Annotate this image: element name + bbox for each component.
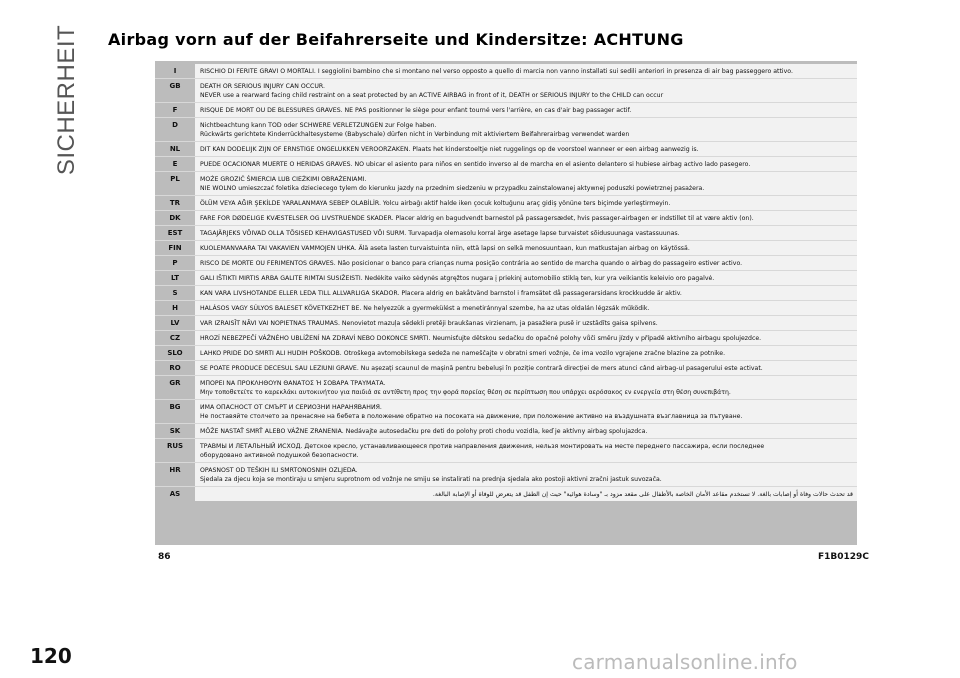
warning-text: [195, 256, 857, 270]
warning-text: [195, 241, 857, 255]
warning-text-line: MOŻE GROZIĆ ŚMIERCIA LUB CIEŻKIMI OBRAŻENIAMI.: [200, 176, 367, 183]
warning-row: [155, 376, 857, 400]
warning-row: [155, 286, 857, 301]
language-code: SLO: [167, 349, 183, 357]
warning-text-line: TAGAJÄRJEKS VÕIVAD OLLA TÕSISED KEHAVIGASTUSED VÕI SURM. Turvapadja olemasolu korral ärge asetage lapse turvaistet sõidusuunaga vastassuunas.: [200, 230, 680, 237]
language-code: BG: [169, 403, 181, 411]
warning-text-line: MÔŽE NASTAŤ SMRŤ ALEBO VÁŽNE ZRANENIA. Nedávajte autosedačku pre deti do polohy proti chodu vozidla, keď je aktívny airbag spolujazdca.: [200, 428, 648, 435]
warning-row: [155, 301, 857, 316]
section-label-text: SICHERHEIT: [53, 24, 80, 175]
language-code: P: [172, 259, 178, 267]
warning-row: [155, 271, 857, 286]
warning-row: [155, 79, 857, 103]
warning-rows: [155, 64, 857, 501]
warning-row: [155, 487, 857, 501]
figure-number: 86: [158, 552, 171, 562]
warning-text: [195, 400, 857, 423]
warning-row: [155, 103, 857, 118]
warning-text: [195, 316, 857, 330]
warning-row: [155, 196, 857, 211]
warning-text: [195, 226, 857, 240]
warning-row: [155, 142, 857, 157]
warning-row: [155, 439, 857, 463]
warning-row: [155, 64, 857, 79]
language-code: RUS: [166, 442, 184, 450]
warning-text-line: LAHKO PRIDE DO SMRTI ALI HUDIH POŠKODB. Otroškega avtomobilskega sedeža ne nameščajte v obratni smeri vožnje, če ima vozilo vgrajene zračne blazine za potnike.: [200, 350, 726, 357]
warning-row: [155, 172, 857, 196]
warning-row: [155, 361, 857, 376]
warning-text: [195, 64, 857, 78]
warning-row: [155, 400, 857, 424]
warning-text-line: ТРАВМЫ И ЛЕТАЛЬНЫЙ ИСХОД. Детское кресло, устанавливающееся против направления движения, нельзя монтировать на месте переднего пассажира, если последнее: [200, 443, 765, 450]
warning-text: [195, 361, 857, 375]
warning-text: [195, 79, 857, 102]
warning-text-line: ИМА ОПАСНОСТ ОТ СМЪРТ И СЕРИОЗНИ НАРАНЯВАНИЯ.: [200, 404, 382, 411]
language-code: EST: [167, 229, 183, 237]
warning-text-line: PUEDE OCACIONAR MUERTE O HERIDAS GRAVES. NO ubicar el asiento para niños en sentido inverso al de marcha en el asiento delantero si hubiese airbag activo lado pasegero.: [200, 161, 751, 168]
language-code: I: [173, 67, 177, 75]
warning-text-line: ΜΠΟΡΕΙ ΝΑ ΠΡΟΚΛΗΘΟΥΝ ΘΑΝΑΤΟΣ Ή ΣΟΒΑΡΑ ΤΡΑΥΜΑΤΑ.: [200, 380, 386, 387]
warning-row: [155, 256, 857, 271]
warning-text: [195, 271, 857, 285]
language-code: AS: [169, 490, 181, 498]
warning-text: [195, 103, 857, 117]
language-code: PL: [170, 175, 180, 183]
warning-row: [155, 316, 857, 331]
warning-text: [195, 301, 857, 315]
warning-text-line: Sjedala za djecu koja se montiraju u smjeru suprotnom od vožnje ne smiju se instalirati na prednja sjedala ako postoji aktivni zračni jastuk suvozača.: [200, 476, 662, 483]
warning-text-line: KAN VARA LIVSHOTANDE ELLER LEDA TILL ALLVARLIGA SKADOR. Placera aldrig en bakåtvänd barnstol i framsätet då passagerarsidans krockkudde är aktiv.: [200, 290, 682, 297]
warning-text-line: Rückwärts gerichtete Kinderrückhaltesysteme (Babyschale) dürfen nicht in Verbindung mit aktiviertem Beifahrerairbag verwendet warden: [200, 131, 630, 138]
warning-row: [155, 226, 857, 241]
page-number: 120: [30, 644, 72, 668]
figure-code: F1B0129C: [818, 552, 869, 562]
language-code: E: [172, 160, 178, 168]
warning-text-line: оборудовано активной подушкой безопасности.: [200, 452, 359, 459]
warning-text: [195, 118, 857, 141]
warning-text-line: GALI IŠTIKTI MIRTIS ARBA GALITE RIMTAI SUSIŽEISTI. Nedėkite vaiko sėdynės atgręžtos nugara į priekinį automobilio stiklą ten, kur yra veikiantis keleivio oro pagalvė.: [200, 275, 715, 282]
warning-text-line: OPASNOST OD TEŠKIH ILI SMRTONOSNIH OZLJEDA.: [200, 467, 358, 474]
language-code: LT: [170, 274, 180, 282]
warning-text-line: ÖLÜM VEYA AĞIR ŞEKİLDE YARALANMAYA SEBEP OLABİLİR. Yolcu airbağı aktif halde iken çocuk koltuğunu araç gidiş yönüne ters biçimde yerleştirmeyin.: [200, 200, 671, 207]
language-code: F: [172, 106, 178, 114]
warning-row: [155, 346, 857, 361]
warning-row: [155, 157, 857, 172]
warning-row: [155, 211, 857, 226]
warning-text-line: VAR IZRAISĪT NĀVI VAI NOPIETNAS TRAUMAS. Nenovietot mazuļa sēdekli pretēji braukšanas virzienam, ja pasažiera pusē ir uzstādīts gaisa spilvens.: [200, 320, 658, 327]
language-code: LV: [170, 319, 180, 327]
section-label: [52, 24, 82, 175]
warning-text-line: RISCHIO DI FERITE GRAVI O MORTALI. I seggiolini bambino che si montano nel verso opposto a quello di marcia non vanno installati sui sedili anteriori in presenza di air bag passeggero attivo.: [200, 68, 793, 75]
warning-text-line: RISQUE DE MORT OU DE BLESSURES GRAVES. NE PAS positionner le siège pour enfant tourné vers l'arrière, en cas d'air bag passager actif.: [200, 107, 632, 114]
warning-text: [195, 376, 857, 399]
warning-text-line: HROZÍ NEBEZPEČÍ VÁŽNÉHO UBLÍŽENÍ NA ZDRAVÍ NEBO DOKONCE SMRTI. Neumisťujte dětskou sedačku do opačné polohy vůči směru jízdy v případě aktivního airbagu spolujezdce.: [200, 335, 762, 342]
language-code: SK: [169, 427, 181, 435]
language-code: S: [172, 289, 178, 297]
warning-text-line: NIE WOLNO umieszczać foletika dzieciecego tylem do kierunku jazdy na przednim siedzeniu w przypadku zainstalowanej aktywnej poduszki powietrznej pasażera.: [200, 185, 705, 192]
warning-text-line: FARE FOR DØDELIGE KVÆSTELSER OG LIVSTRUENDE SKADER. Placer aldrig en bagudvendt barnestol på passagersædet, hvis passager-airbagen er indstillet til at være aktiv (on).: [200, 215, 754, 222]
language-code: FIN: [168, 244, 182, 252]
warning-row: [155, 424, 857, 439]
language-code: TR: [169, 199, 181, 207]
warning-text: [195, 211, 857, 225]
warning-text-line: RISCO DE MORTE OU FERIMENTOS GRAVES. Não posicionar o banco para crianças numa posição contrária ao sentido de marcha quando o airbag do passageiro estiver activo.: [200, 260, 743, 267]
watermark: carmanualsonline.info: [572, 650, 798, 674]
warning-text-line: Μην τοποθετείτε το καρεκλάκι αυτοκινήτου για παιδιά σε αντίθετη προς την φορά πορείας θέση σε περίπτωση που υπάρχει αερόσακος εν ενεργεία στη θέση συνεπιβάτη.: [200, 389, 731, 396]
language-code: H: [172, 304, 178, 312]
warning-text-line: DIT KAN DODELIJK ZIJN OF ERNSTIGE ONGELUKKEN VEROORZAKEN. Plaats het kinderstoeltje niet ruggelings op de voorstoel wanneer er een airbag aanwezig is.: [200, 146, 699, 153]
language-code: D: [172, 121, 178, 129]
language-code: GB: [169, 82, 181, 90]
warning-row: [155, 331, 857, 346]
warning-text-line: DEATH OR SERIOUS INJURY CAN OCCUR.: [200, 83, 325, 90]
warning-text-line: KUOLEMANVAARA TAI VAKAVIEN VAMMOJEN UHKA. Älä aseta lasten turvaistuinta niin, että lapsi on selkä menosuuntaan, kun matkustajan airbag on käytössä.: [200, 245, 690, 252]
language-code: HR: [169, 466, 181, 474]
warning-text: [195, 424, 857, 438]
warning-text: [195, 331, 857, 345]
warning-text: [195, 463, 857, 486]
language-code: DK: [169, 214, 181, 222]
language-code: CZ: [169, 334, 181, 342]
warning-text: [195, 142, 857, 156]
warning-text: [195, 286, 857, 300]
warning-text-line: HALÁSOS VAGY SÚLYOS BALESET KÖVETKEZHET BE. Ne helyezzük a gyermekülést a menetiránnyal szembe, ha az utas oldalán légzsák működik.: [200, 305, 650, 312]
page-title: Airbag vorn auf der Beifahrerseite und Kindersitze: ACHTUNG: [108, 30, 684, 49]
warning-text: [195, 439, 857, 462]
language-code: NL: [169, 145, 181, 153]
warning-text: [195, 196, 857, 210]
warning-text: [195, 487, 857, 501]
warning-text-line: قد تحدث حالات وفاة أو إصابات بالغة. لا تستخدم مقاعد الأمان الخاصة بالأطفال على مقعد مزود بـ "وسادة هوائية" حيث إن الطفل قد يتعرض للوفاة أو الإصابة البالغة.: [432, 491, 853, 498]
warning-text-line: SE POATE PRODUCE DECESUL SAU LEZIUNI GRAVE. Nu așezați scaunul de mașină pentru bebeluși în poziție contrară direcției de mers atunci când airbag-ul pasagerului este activat.: [200, 365, 763, 372]
warning-text-line: Не поставяйте столчето за пренасяне на бебета в положение обратно на посоката на движение, при положение активно на въздушната възглавница за пътуване.: [200, 413, 743, 420]
warning-text-line: Nichtbeachtung kann TOD oder SCHWERE VERLETZUNGEN zur Folge haben.: [200, 122, 437, 129]
language-code: RO: [169, 364, 181, 372]
warning-text-line: NEVER use a rearward facing child restraint on a seat protected by an ACTIVE AIRBAG in front of it, DEATH or SERIOUS INJURY to the CHILD can occur: [200, 92, 664, 99]
airbag-warning-label: [155, 61, 857, 545]
warning-text: [195, 346, 857, 360]
warning-text: [195, 172, 857, 195]
warning-row: [155, 241, 857, 256]
language-code: GR: [169, 379, 181, 387]
warning-row: [155, 463, 857, 487]
warning-row: [155, 118, 857, 142]
warning-text: [195, 157, 857, 171]
